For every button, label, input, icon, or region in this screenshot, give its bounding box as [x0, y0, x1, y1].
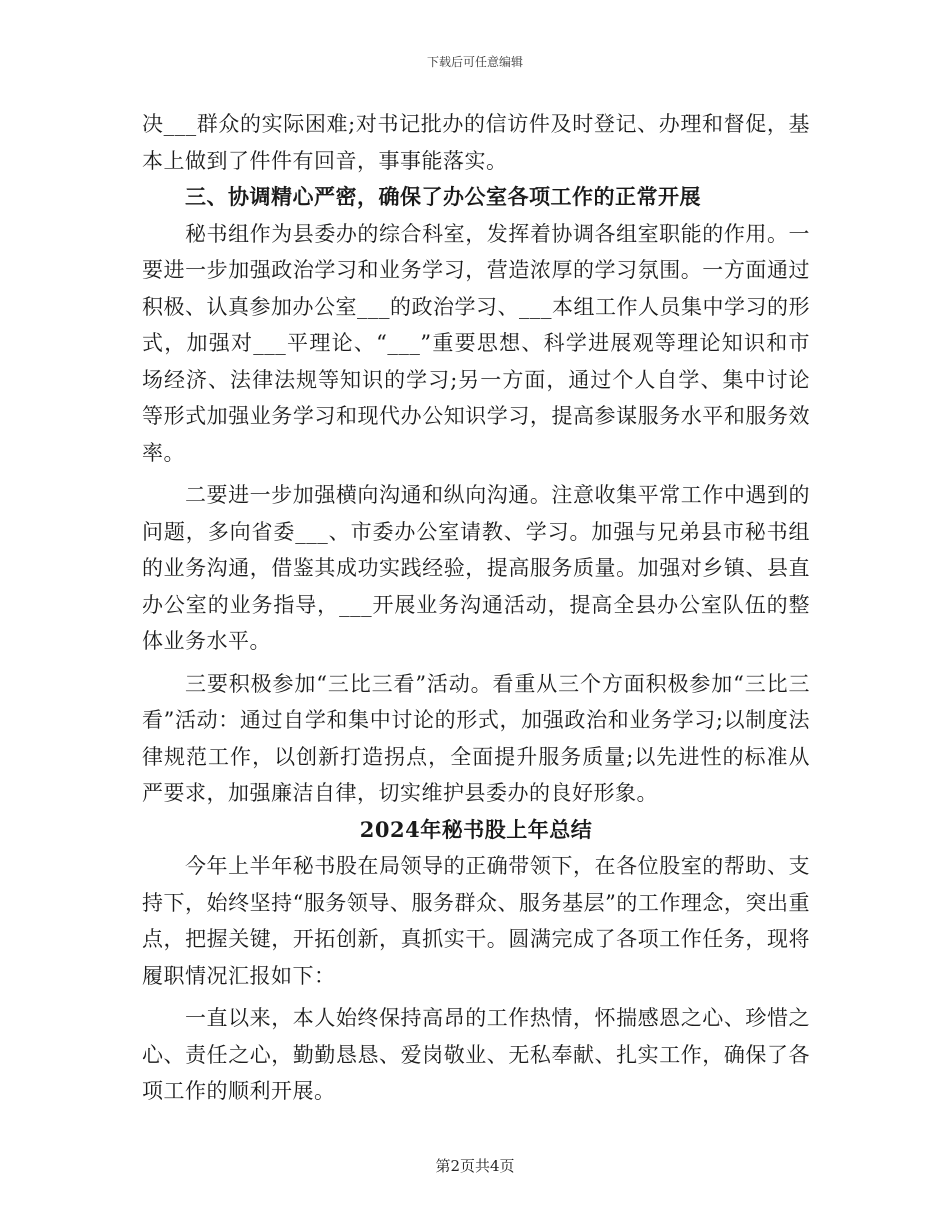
paragraph-attitude: 一直以来，本人始终保持高昂的工作热情，怀揣感恩之心、珍惜之心、责任之心，勤勤恳恳、爱岗敬业、无私奉献、扎实工作，确保了各项工作的顺利开展。 [142, 1006, 810, 1103]
section-heading: 三、协调精心严密，确保了办公室各项工作的正常开展 [185, 184, 701, 209]
paragraph-activity: 三要积极参加“三比三看”活动。看重从三个方面积极参加“三比三看”活动：通过自学和集中讨论的形式，加强政治和业务学习;以制度法律规范工作，以创新打造拐点，全面提升服务质量;以先进性的标准从严要求，加强廉洁自律，切实维护县委办的良好形象。 [142, 671, 810, 805]
paragraph-coordination: 秘书组作为县委办的综合科室，发挥着协调各组室职能的作用。一要进一步加强政治学习和业务学习，营造浓厚的学习氛围。一方面通过积极、认真参加办公室___的政治学习、___本组工作人员集中学习的形式，加强对___平理论、“___”重要思想、科学进展观等理论知识和市场经济、法律法规等知识的学习;另一方面，通过个人自学、集中讨论等形式加强业务学习和现代办公知识学习，提高参谋服务水平和服务效率。 [142, 221, 810, 465]
page-number: 第2页共4页 [435, 1157, 515, 1175]
paragraph-continuation: 决___群众的实际困难;对书记批办的信访件及时登记、办理和督促，基本上做到了件件有回音，事事能落实。 [142, 112, 810, 173]
document-title: 2024年秘书股上年总结 [359, 816, 593, 842]
document-body [142, 106, 810, 1110]
paragraph-intro: 今年上半年秘书股在局领导的正确带领下，在各位股室的帮助、支持下，始终坚持“服务领导、服务群众、服务基层”的工作理念，突出重点，把握关键，开拓创新，真抓实干。圆满完成了各项工作任务，现将履职情况汇报如下： [142, 854, 810, 988]
page-header: 下载后可任意编辑 [426, 55, 523, 69]
paragraph-communication: 二要进一步加强横向沟通和纵向沟通。注意收集平常工作中遇到的问题，多向省委___、市委办公室请教、学习。加强与兄弟县市秘书组的业务沟通，借鉴其成功实践经验，提高服务质量。加强对乡镇、县直办公室的业务指导，___开展业务沟通活动，提高全县办公室队伍的整体业务水平。 [142, 483, 810, 653]
